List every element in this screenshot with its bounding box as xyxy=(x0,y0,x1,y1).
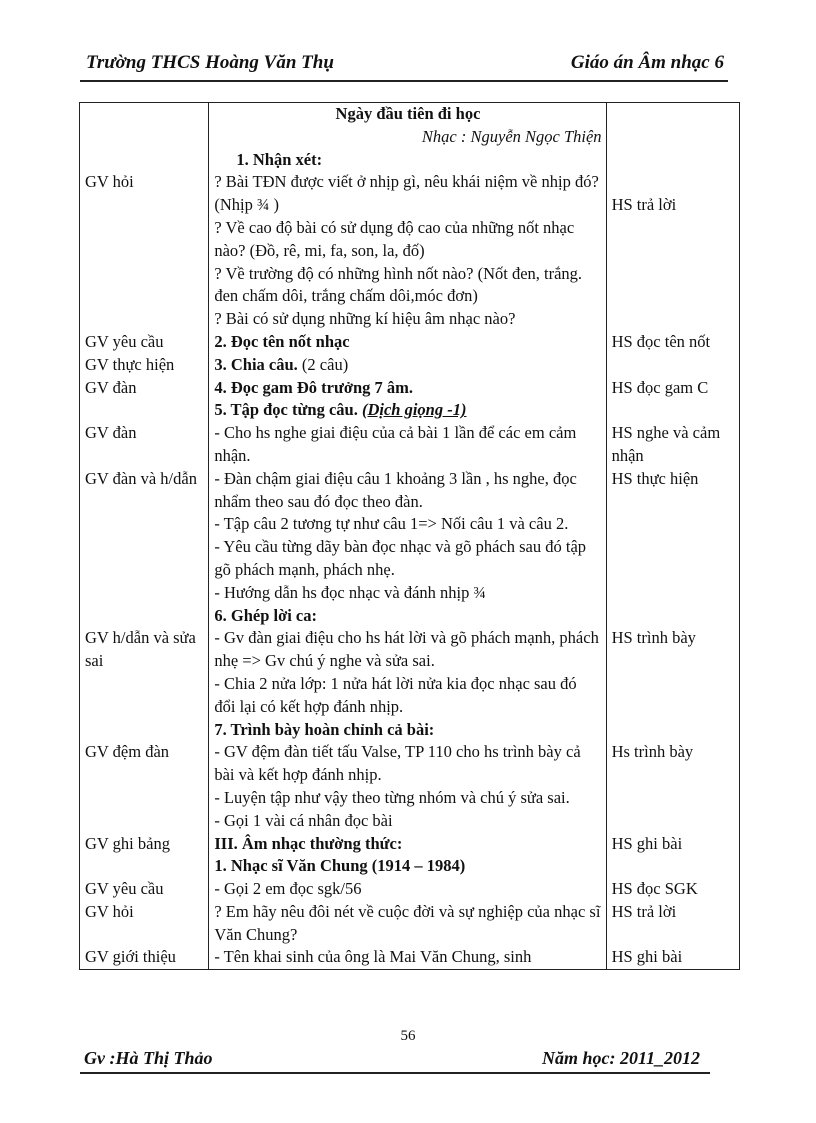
table-row xyxy=(80,308,740,331)
table-row xyxy=(80,605,740,628)
page-footer xyxy=(80,1048,710,1074)
table-row xyxy=(80,536,740,582)
student-cell: HS ghi bài xyxy=(606,946,739,969)
table-row xyxy=(80,422,740,468)
section-heading: 1. Nhận xét: xyxy=(236,149,323,169)
student-cell xyxy=(606,513,739,536)
teacher-cell: GV h/dẫn và sửa sai xyxy=(80,627,209,673)
activity-cell: 6. Ghép lời ca: xyxy=(209,605,606,628)
activity-cell: - Hướng dẫn hs đọc nhạc và đánh nhịp ¾ xyxy=(209,582,606,605)
school-year: Năm học: 2011_2012 xyxy=(541,1048,700,1068)
activity-rest: (2 câu) xyxy=(297,354,349,374)
activity-cell: ? Bài có sử dụng những kí hiệu âm nhạc nào? xyxy=(209,308,606,331)
teacher-cell xyxy=(80,399,209,422)
teacher-cell xyxy=(80,308,209,331)
student-cell xyxy=(606,399,739,422)
teacher-cell xyxy=(80,263,209,309)
table-row xyxy=(80,331,740,354)
teacher-cell xyxy=(80,673,209,719)
table-row xyxy=(80,673,740,719)
student-cell: HS trả lời xyxy=(606,901,739,947)
student-cell xyxy=(606,536,739,582)
activity-cell: - Yêu cầu từng dãy bàn đọc nhạc và gõ phách sau đó tập gõ phách mạnh, phách nhẹ. xyxy=(209,536,606,582)
student-cell: Hs trình bày xyxy=(606,741,739,787)
lesson-table xyxy=(79,102,740,970)
student-cell: HS đọc tên nốt xyxy=(606,331,739,354)
student-cell: HS đọc gam C xyxy=(606,377,739,400)
teacher-cell: GV đàn và h/dẫn xyxy=(80,468,209,514)
student-text: HS trả lời xyxy=(611,195,677,215)
table-row xyxy=(80,582,740,605)
teacher-cell: GV đệm đàn xyxy=(80,741,209,787)
student-cell xyxy=(606,673,739,719)
activity-cell: - Tên khai sinh của ông là Mai Văn Chung, sinh xyxy=(209,946,606,969)
teacher-cell xyxy=(80,810,209,833)
teacher-cell xyxy=(80,513,209,536)
student-cell xyxy=(606,719,739,742)
activity-cell: ? Về trường độ có những hình nốt nào? (Nốt đen, trắng. đen chấm dôi, trắng chấm dôi,móc đơn) xyxy=(209,263,606,309)
table-row xyxy=(80,901,740,947)
student-cell xyxy=(606,217,739,263)
table-row xyxy=(80,217,740,263)
teacher-cell: GV hỏi xyxy=(80,171,209,217)
table-row xyxy=(80,741,740,787)
student-cell xyxy=(606,810,739,833)
table-row xyxy=(80,263,740,309)
activity-cell: - Đàn chậm giai điệu câu 1 khoảng 3 lần , hs nghe, đọc nhẩm theo sau đó đọc theo đàn. xyxy=(209,468,606,514)
student-cell xyxy=(606,787,739,810)
table-row xyxy=(80,377,740,400)
teacher-cell: GV ghi bảng xyxy=(80,833,209,856)
table-row xyxy=(80,468,740,514)
activity-emphasis: (Dịch giọng -1) xyxy=(361,400,467,420)
activity-cell: 2. Đọc tên nốt nhạc xyxy=(209,331,606,354)
activity-cell: - Gọi 1 vài cá nhân đọc bài xyxy=(209,810,606,833)
teacher-cell: GV yêu cầu xyxy=(80,331,209,354)
table-row xyxy=(80,103,740,172)
student-cell xyxy=(606,263,739,309)
teacher-name: Gv :Hà Thị Thảo xyxy=(84,1048,213,1068)
table-row xyxy=(80,354,740,377)
activity-cell: - Gọi 2 em đọc sgk/56 xyxy=(209,878,606,901)
subject-title: Giáo án Âm nhạc 6 xyxy=(570,52,724,73)
table-row xyxy=(80,810,740,833)
teacher-cell xyxy=(80,582,209,605)
activity-bold: 3. Chia câu. xyxy=(214,354,298,374)
table-row xyxy=(80,399,740,422)
student-cell: HS trình bày xyxy=(606,627,739,673)
table-row xyxy=(80,946,740,969)
song-title: Ngày đầu tiên đi học xyxy=(335,104,481,123)
teacher-cell xyxy=(80,787,209,810)
activity-cell: - Cho hs nghe giai điệu của cả bài 1 lần để các em cảm nhận. xyxy=(209,422,606,468)
teacher-cell: GV thực hiện xyxy=(80,354,209,377)
activity-cell: 1. Nhạc sĩ Văn Chung (1914 – 1984) xyxy=(209,855,606,878)
teacher-cell xyxy=(80,103,209,172)
table-row xyxy=(80,787,740,810)
table-row xyxy=(80,513,740,536)
student-cell xyxy=(606,308,739,331)
student-cell: HS thực hiện xyxy=(606,468,739,514)
student-cell xyxy=(606,171,739,217)
table-row xyxy=(80,855,740,878)
student-cell xyxy=(606,855,739,878)
activity-cell: ? Em hãy nêu đôi nét về cuộc đời và sự nghiệp của nhạc sĩ Văn Chung? xyxy=(209,901,606,947)
activity-cell: - Chia 2 nửa lớp: 1 nửa hát lời nửa kia đọc nhạc sau đó đổi lại có kết hợp đánh nhịp. xyxy=(209,673,606,719)
teacher-cell xyxy=(80,217,209,263)
activity-cell xyxy=(209,354,606,377)
student-cell xyxy=(606,354,739,377)
teacher-cell xyxy=(80,719,209,742)
student-cell: HS nghe và cảm nhận xyxy=(606,422,739,468)
activity-cell: 7. Trình bày hoàn chỉnh cả bài: xyxy=(209,719,606,742)
table-row xyxy=(80,627,740,673)
table-row xyxy=(80,878,740,901)
teacher-cell: GV đàn xyxy=(80,422,209,468)
teacher-cell: GV giới thiệu xyxy=(80,946,209,969)
activity-cell: - Tập câu 2 tương tự như câu 1=> Nối câu 1 và câu 2. xyxy=(209,513,606,536)
student-cell xyxy=(606,103,739,172)
activity-cell: - GV đệm đàn tiết tấu Valse, TP 110 cho hs trình bày cả bài và kết hợp đánh nhịp. xyxy=(209,741,606,787)
student-cell: HS ghi bài xyxy=(606,833,739,856)
activity-bold: 5. Tập đọc từng câu. xyxy=(214,400,362,420)
activity-cell xyxy=(209,103,606,172)
activity-cell: 4. Đọc gam Đô trưởng 7 âm. xyxy=(209,377,606,400)
table-row xyxy=(80,833,740,856)
student-cell xyxy=(606,605,739,628)
student-cell xyxy=(606,582,739,605)
table-row xyxy=(80,719,740,742)
activity-cell: - Gv đàn giai điệu cho hs hát lời và gõ phách mạnh, phách nhẹ => Gv chú ý nghe và sửa sai. xyxy=(209,627,606,673)
teacher-cell: GV hỏi xyxy=(80,901,209,947)
teacher-cell: GV đàn xyxy=(80,377,209,400)
student-cell: HS đọc SGK xyxy=(606,878,739,901)
teacher-cell: GV yêu cầu xyxy=(80,878,209,901)
teacher-cell xyxy=(80,855,209,878)
composer: Nhạc : Nguyễn Ngọc Thiện xyxy=(421,126,602,146)
activity-cell: ? Bài TĐN được viết ở nhịp gì, nêu khái niệm về nhịp đó? (Nhịp ¾ ) xyxy=(209,171,606,217)
page-header xyxy=(80,52,728,82)
activity-cell: III. Âm nhạc thường thức: xyxy=(209,833,606,856)
teacher-cell xyxy=(80,605,209,628)
activity-cell xyxy=(209,399,606,422)
page-number: 56 xyxy=(400,1028,416,1044)
activity-cell: - Luyện tập như vậy theo từng nhóm và chú ý sửa sai. xyxy=(209,787,606,810)
teacher-cell xyxy=(80,536,209,582)
table-row xyxy=(80,171,740,217)
activity-cell: ? Về cao độ bài có sử dụng độ cao của những nốt nhạc nào? (Đồ, rê, mi, fa, son, la, đố) xyxy=(209,217,606,263)
school-name: Trường THCS Hoàng Văn Thụ xyxy=(86,52,334,73)
